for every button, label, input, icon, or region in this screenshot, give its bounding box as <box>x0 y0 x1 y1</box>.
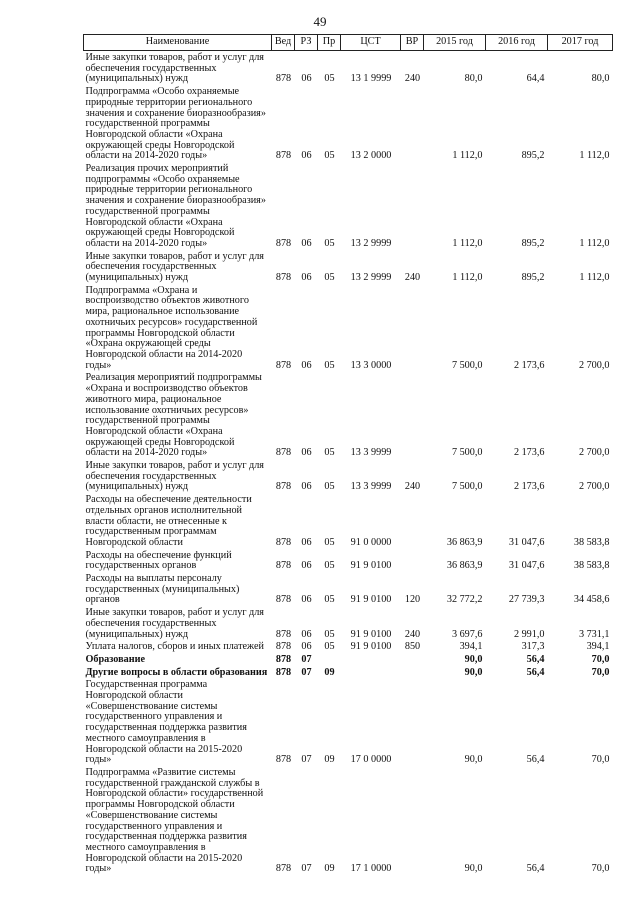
row-ved-cell: 878 <box>275 359 292 371</box>
row-2017-cell: 34 458,6 <box>573 594 610 606</box>
row-ved-cell: 878 <box>275 666 292 678</box>
row-2017-cell: 394,1 <box>586 641 610 653</box>
row-cst-cell: 91 0 0000 <box>350 536 392 548</box>
row-vr-cell <box>401 284 424 372</box>
row-pr-cell: 09 <box>324 754 335 766</box>
row-2016-cell: 31 047,6 <box>508 536 545 548</box>
row-cst-cell <box>341 666 401 679</box>
row-name-cell: Реализация прочих мероприятий подпрограммы «Особо охраняемые природные территории регионального значения и сохранение биоразнообразия» государственной программы Новгородской области «Охрана окружающей среды Новгородской области на 2014-2020 годы» <box>85 163 266 249</box>
row-cst-cell <box>341 653 401 666</box>
row-name-cell: Подпрограмма «Охрана и воспроизводство объектов животного мира, рациональное использование охотничьих ресурсов» государственной программы Новгородской области «Охрана окружающей среды Новгородской области на 2014-2020 годы» <box>85 284 258 371</box>
row-2015-cell: 7 500,0 <box>451 359 483 371</box>
row-2016-cell: 2 173,6 <box>513 481 545 493</box>
row-ved-cell: 878 <box>275 481 292 493</box>
row-2017-cell: 2 700,0 <box>578 359 610 371</box>
table-row <box>84 459 613 493</box>
table-row <box>84 640 613 653</box>
row-rz-cell: 06 <box>301 150 312 162</box>
row-2015-cell: 90,0 <box>464 653 483 665</box>
row-name-cell: Реализация мероприятий подпрограммы «Охрана и воспроизводство объектов животного мира, рациональное использование охотничьих ресурсов» государственной программы Новгородской области «Охрана окружающей среды Новгородской области на 2014-2020 годы» <box>85 372 262 459</box>
row-ved-cell: 878 <box>275 863 292 875</box>
row-vr-cell: 240 <box>404 628 421 640</box>
row-vr-cell <box>401 549 424 572</box>
row-2016-cell: 56,4 <box>526 863 545 875</box>
row-rz-cell: 07 <box>301 863 312 875</box>
row-vr-cell: 850 <box>404 641 421 653</box>
table-row <box>84 250 613 284</box>
row-vr-cell <box>401 371 424 459</box>
table-row <box>84 284 613 372</box>
row-cst-cell: 91 9 0100 <box>350 641 392 653</box>
header-cst: ЦСТ <box>341 35 401 51</box>
header-2016: 2016 год <box>486 35 548 51</box>
table-row <box>84 606 613 640</box>
row-vr-cell <box>401 162 424 250</box>
row-ved-cell: 878 <box>275 73 292 85</box>
row-name-cell: Иные закупки товаров, работ и услуг для обеспечения государственных (муниципальных) нужд <box>85 460 264 493</box>
row-2015-cell: 3 697,6 <box>451 628 483 640</box>
row-name-cell: Иные закупки товаров, работ и услуг для обеспечения государственных (муниципальных) нужд <box>85 250 264 284</box>
row-pr-cell: 05 <box>324 237 335 249</box>
table-row <box>84 51 613 86</box>
row-2016-cell: 2 173,6 <box>513 447 545 459</box>
row-name-cell: Расходы на выплаты персоналу государственных (муниципальных) органов <box>85 573 240 606</box>
row-ved-cell: 878 <box>275 560 292 572</box>
row-2015-cell: 1 112,0 <box>452 237 483 249</box>
row-vr-cell: 240 <box>404 481 421 493</box>
table-body <box>84 51 613 876</box>
row-2016-cell: 895,2 <box>521 272 545 284</box>
row-rz-cell: 07 <box>301 754 312 766</box>
table-row <box>84 666 613 679</box>
row-ved-cell: 878 <box>275 594 292 606</box>
row-2016-cell: 56,4 <box>526 754 545 766</box>
row-pr-cell: 05 <box>324 536 335 548</box>
page-number: 49 <box>313 14 327 29</box>
row-2017-cell: 70,0 <box>591 754 610 766</box>
table-header-row <box>84 35 613 51</box>
row-2015-cell: 7 500,0 <box>451 447 483 459</box>
row-cst-cell: 91 9 0100 <box>350 594 392 606</box>
row-rz-cell: 06 <box>301 628 312 640</box>
row-2016-cell: 317,3 <box>521 641 545 653</box>
row-pr-cell: 05 <box>324 641 335 653</box>
row-rz-cell: 06 <box>301 272 312 284</box>
row-cst-cell: 17 0 0000 <box>350 754 392 766</box>
row-2015-cell: 36 863,9 <box>446 536 483 548</box>
row-ved-cell: 878 <box>275 641 292 653</box>
row-2017-cell: 2 700,0 <box>578 481 610 493</box>
row-pr-cell: 09 <box>324 863 335 875</box>
row-2017-cell: 38 583,8 <box>573 536 610 548</box>
row-cst-cell: 17 1 0000 <box>350 863 392 875</box>
table-row <box>84 371 613 459</box>
row-cst-cell: 13 2 0000 <box>350 150 392 162</box>
row-2015-cell: 32 772,2 <box>446 594 483 606</box>
header-2017: 2017 год <box>548 35 613 51</box>
row-cst-cell: 13 3 0000 <box>350 359 392 371</box>
row-name-cell: Иные закупки товаров, работ и услуг для обеспечения государственных (муниципальных) нужд <box>85 607 264 640</box>
row-2016-cell: 2 991,0 <box>513 628 545 640</box>
row-vr-cell: 240 <box>404 73 421 85</box>
row-2016-cell: 56,4 <box>526 653 545 665</box>
row-ved-cell: 878 <box>275 150 292 162</box>
header-2015: 2015 год <box>424 35 486 51</box>
row-2017-cell: 70,0 <box>591 666 610 678</box>
row-cst-cell: 91 9 0100 <box>350 560 392 572</box>
row-vr-cell: 240 <box>404 272 421 284</box>
row-2017-cell: 70,0 <box>591 653 610 665</box>
header-name: Наименование <box>84 35 272 51</box>
budget-table <box>83 34 613 875</box>
row-rz-cell: 06 <box>301 594 312 606</box>
table-row <box>84 572 613 606</box>
row-2017-cell: 1 112,0 <box>579 272 610 284</box>
row-2017-cell: 1 112,0 <box>579 237 610 249</box>
row-rz-cell: 06 <box>301 73 312 85</box>
row-cst-cell: 13 2 9999 <box>350 237 392 249</box>
row-2015-cell: 1 112,0 <box>452 272 483 284</box>
row-name-cell: Другие вопросы в области образования <box>85 666 268 678</box>
header-ved: Вед <box>272 35 295 51</box>
row-vr-cell <box>401 678 424 766</box>
row-2017-cell: 1 112,0 <box>579 150 610 162</box>
row-name-cell: Расходы на обеспечение функций государственных органов <box>85 549 232 572</box>
row-rz-cell: 06 <box>301 359 312 371</box>
table-row <box>84 85 613 162</box>
row-rz-cell: 07 <box>301 653 312 665</box>
row-2015-cell: 90,0 <box>464 754 483 766</box>
row-rz-cell: 06 <box>301 481 312 493</box>
row-pr-cell: 05 <box>324 272 335 284</box>
row-2017-cell: 38 583,8 <box>573 560 610 572</box>
row-name-cell: Государственная программа Новгородской области «Совершенствование системы государственного управления и государственная поддержка развития местного самоуправления в Новгородской области на 2015-2020 годы» <box>85 679 247 766</box>
table-row <box>84 678 613 766</box>
row-name-cell: Расходы на обеспечение деятельности отдельных органов исполнительной власти области, не отнесенные к государственным программам Новгородской области <box>85 494 252 548</box>
row-name-cell: Иные закупки товаров, работ и услуг для обеспечения государственных (муниципальных) нужд <box>85 52 264 85</box>
row-vr-cell <box>401 766 424 875</box>
row-2015-cell: 36 863,9 <box>446 560 483 572</box>
row-ved-cell: 878 <box>275 653 292 665</box>
row-2015-cell: 90,0 <box>464 666 483 678</box>
row-name-cell: Подпрограмма «Особо охраняемые природные территории регионального значения и сохранение биоразнообразия» государственной программы Новгородской области «Охрана окружающей среды Новгородской области на 2014-2020 годы» <box>85 86 266 162</box>
header-pr: Пр <box>318 35 341 51</box>
row-cst-cell: 13 3 9999 <box>350 447 392 459</box>
row-2016-cell: 31 047,6 <box>508 560 545 572</box>
row-name-cell: Уплата налогов, сборов и иных платежей <box>85 641 264 653</box>
row-ved-cell: 878 <box>275 628 292 640</box>
row-pr-cell: 05 <box>324 628 335 640</box>
row-pr-cell <box>318 653 341 666</box>
row-2015-cell: 90,0 <box>464 863 483 875</box>
row-2016-cell: 56,4 <box>526 666 545 678</box>
table-row <box>84 549 613 572</box>
table-row <box>84 162 613 250</box>
row-ved-cell: 878 <box>275 536 292 548</box>
table-row <box>84 766 613 875</box>
row-pr-cell: 05 <box>324 447 335 459</box>
row-2016-cell: 64,4 <box>526 73 545 85</box>
row-rz-cell: 06 <box>301 641 312 653</box>
row-2016-cell: 895,2 <box>521 150 545 162</box>
row-pr-cell: 09 <box>324 666 335 678</box>
row-vr-cell <box>401 666 424 679</box>
row-2015-cell: 1 112,0 <box>452 150 483 162</box>
row-pr-cell: 05 <box>324 359 335 371</box>
row-2016-cell: 895,2 <box>521 237 545 249</box>
row-2017-cell: 70,0 <box>591 863 610 875</box>
row-vr-cell <box>401 85 424 162</box>
row-vr-cell <box>401 653 424 666</box>
row-pr-cell: 05 <box>324 560 335 572</box>
row-ved-cell: 878 <box>275 754 292 766</box>
row-cst-cell: 13 1 9999 <box>350 73 392 85</box>
header-vr: ВР <box>401 35 424 51</box>
row-ved-cell: 878 <box>275 447 292 459</box>
row-pr-cell: 05 <box>324 481 335 493</box>
row-rz-cell: 06 <box>301 447 312 459</box>
row-ved-cell: 878 <box>275 237 292 249</box>
row-2015-cell: 80,0 <box>464 73 483 85</box>
row-cst-cell: 91 9 0100 <box>350 628 392 640</box>
row-pr-cell: 05 <box>324 594 335 606</box>
row-2016-cell: 27 739,3 <box>508 594 545 606</box>
row-rz-cell: 07 <box>301 666 312 678</box>
row-pr-cell: 05 <box>324 73 335 85</box>
row-vr-cell <box>401 493 424 549</box>
row-2017-cell: 2 700,0 <box>578 447 610 459</box>
row-2017-cell: 80,0 <box>591 73 610 85</box>
row-rz-cell: 06 <box>301 536 312 548</box>
row-vr-cell: 120 <box>404 594 421 606</box>
row-rz-cell: 06 <box>301 560 312 572</box>
row-ved-cell: 878 <box>275 272 292 284</box>
table-row <box>84 493 613 549</box>
row-2015-cell: 394,1 <box>459 641 483 653</box>
row-2015-cell: 7 500,0 <box>451 481 483 493</box>
row-pr-cell: 05 <box>324 150 335 162</box>
row-cst-cell: 13 2 9999 <box>350 272 392 284</box>
table-row <box>84 653 613 666</box>
row-rz-cell: 06 <box>301 237 312 249</box>
row-2016-cell: 2 173,6 <box>513 359 545 371</box>
row-name-cell: Образование <box>85 653 146 665</box>
header-rz: РЗ <box>295 35 318 51</box>
row-name-cell: Подпрограмма «Развитие системы государственной гражданской службы в Новгородской области» государственной программы Новгородской области «Совершенствование системы государственного управления и государственная поддержка развития местного самоуправления в Новгородской области на 2015-2020 годы» <box>85 767 264 875</box>
row-cst-cell: 13 3 9999 <box>350 481 392 493</box>
row-2017-cell: 3 731,1 <box>578 628 610 640</box>
